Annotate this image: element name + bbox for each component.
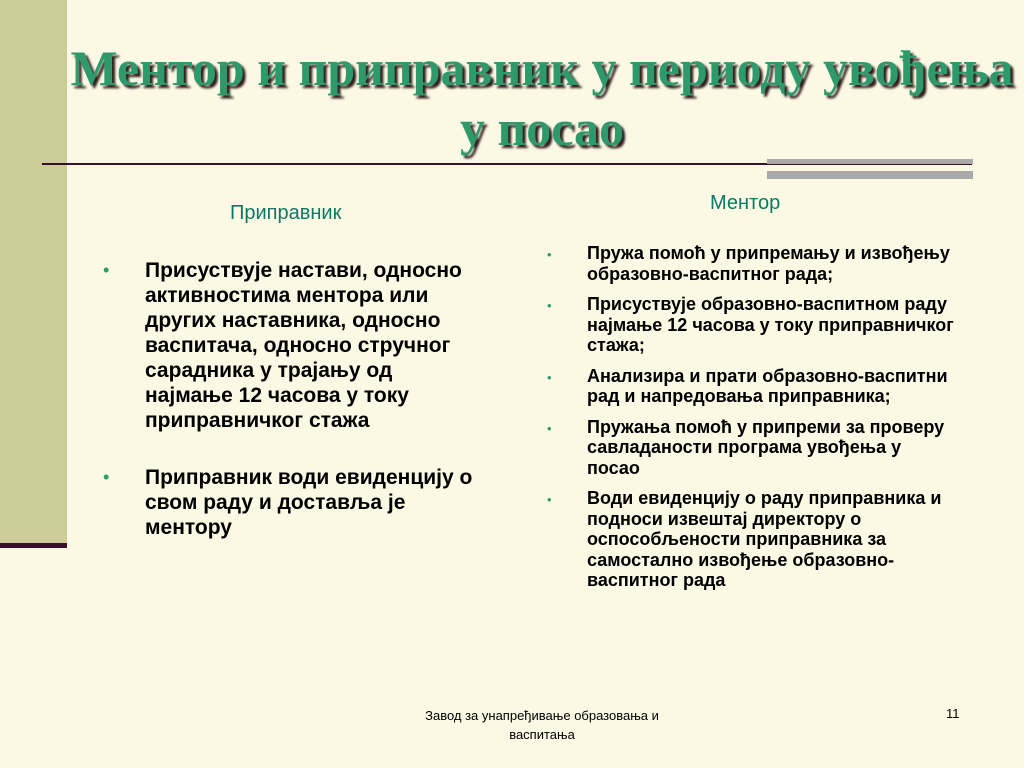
list-item-text: Води евиденцију о раду приправника и подноси извештај директору о оспособљености приправника за самостално извођење образовно-васпитног рада [587, 488, 942, 590]
slide-title: Ментор и приправник у периоду увођења у посао [70, 40, 1014, 156]
left-bullet-list [103, 258, 480, 572]
bullet-icon: • [103, 260, 110, 280]
list-item-text: Присуствује настави, односно активностима ментора или других наставника, односно васпитача, односно стручног сарадника у трајању од најмање 12 часова у току приправничког стажа [145, 259, 462, 432]
page-number: 11 [946, 706, 960, 721]
list-item [547, 243, 957, 284]
right-bullet-list [547, 243, 957, 601]
left-column-heading: Приправник [230, 202, 342, 224]
bullet-icon: • [547, 298, 552, 313]
right-column-heading: Ментор [710, 192, 781, 214]
list-item [103, 258, 480, 433]
bullet-icon: • [547, 247, 552, 262]
list-item-text: Пружања помоћ у припреми за проверу савладаности програма увођења у посао [587, 416, 945, 478]
bullet-icon: • [547, 369, 552, 385]
list-item [103, 465, 480, 540]
bullet-icon: • [547, 492, 552, 507]
list-item [547, 416, 957, 479]
list-item-text: Приправник води евиденцију о свом раду и доставља је ментору [145, 466, 473, 539]
list-item [547, 365, 957, 407]
list-item [547, 294, 957, 356]
title-divider-accent [767, 159, 973, 164]
list-item-text: Пружа помоћ у припремању и извођењу образовно-васпитног рада; [587, 243, 950, 284]
bullet-icon: • [547, 420, 552, 436]
list-item-text: Присуствује образовно-васпитном раду најмање 12 часова у току приправничког стажа; [587, 294, 954, 355]
title-divider-accent-lower [767, 171, 973, 179]
left-bar-edge-line [0, 543, 67, 548]
footer-organization: Завод за унапређивање образовања и васпитања [425, 708, 659, 742]
bullet-icon: • [103, 467, 110, 487]
list-item-text: Анализира и прати образовно-васпитни рад и напредовања приправника; [587, 365, 948, 406]
left-decorative-bar [0, 0, 67, 546]
list-item [547, 488, 957, 591]
